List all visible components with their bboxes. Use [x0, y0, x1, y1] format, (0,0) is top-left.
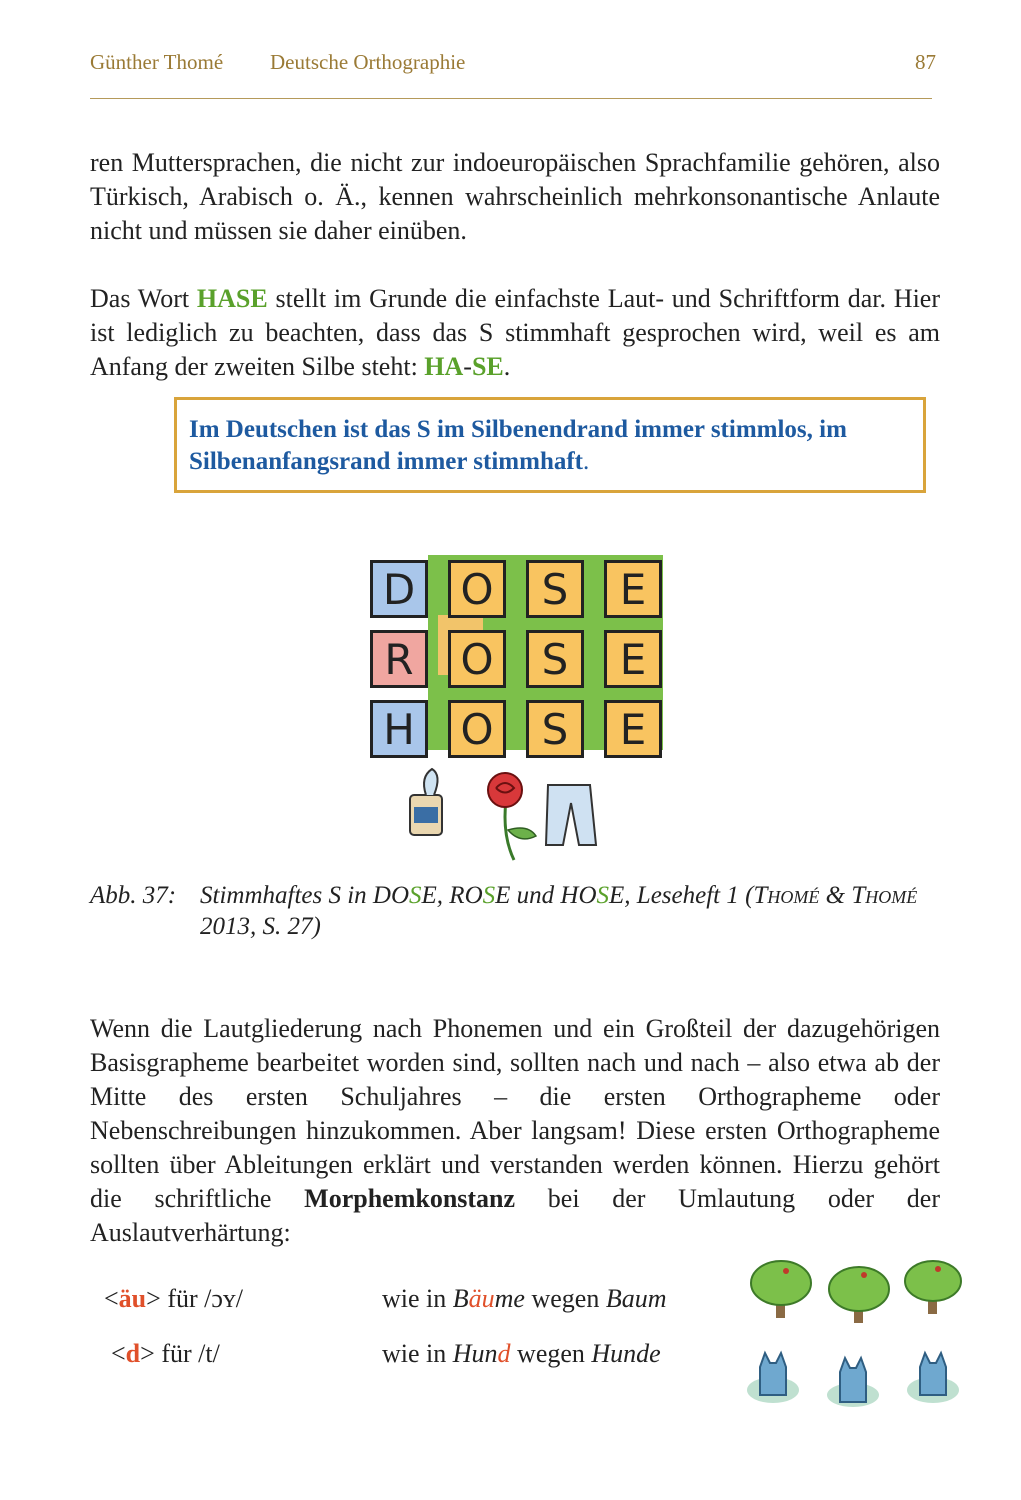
example-1-words: [382, 1282, 667, 1316]
caption-part-6: 2013, S. 27): [200, 913, 321, 940]
tree-icon: [751, 1261, 811, 1318]
caption-s-2: S: [482, 882, 496, 909]
caption-s-1: S: [409, 882, 422, 909]
bracket-open: <: [111, 1339, 126, 1368]
grapheme-d: d: [125, 1339, 141, 1368]
rose-icon: [488, 773, 536, 860]
word-baume-start: B: [452, 1284, 469, 1313]
para2-text-middle: stellt im Grunde die einfachste Laut- und Schriftform dar. Hier ist lediglich zu beachten, dass das S stimmhaft gesprochen wird, weil es am Anfang der zweiten Silbe steht:: [90, 284, 940, 381]
example-2-words: [382, 1337, 661, 1371]
tile-r1-c1: D: [370, 560, 428, 618]
caption-author-1: Thomé: [753, 882, 820, 909]
syllable-dash: -: [463, 352, 472, 381]
syllable-ha: HA: [424, 352, 464, 381]
term-morphemkonstanz: Morphemkonstanz: [304, 1184, 516, 1213]
dog-icon: [907, 1353, 959, 1403]
word-baum: Baum: [605, 1284, 667, 1313]
grapheme-au: äu: [118, 1284, 147, 1313]
header-author: Günther Thomé: [90, 50, 224, 74]
bracket-close: >: [146, 1284, 161, 1313]
word-hund-highlight: d: [497, 1339, 511, 1368]
dose-rose-hose-illustration: [358, 545, 678, 865]
paragraph-2: [90, 282, 940, 384]
caption-s-3: S: [596, 882, 610, 909]
syllable-se: SE: [471, 352, 504, 381]
bracket-open: <: [104, 1284, 119, 1313]
tile-r1-c4: E: [604, 560, 662, 618]
wie-in: wie in: [382, 1284, 453, 1313]
tile-r3-c3: S: [526, 700, 584, 758]
caption-part-3: E und HO: [495, 882, 597, 909]
word-baume-highlight: äu: [468, 1284, 495, 1313]
caption-part-2: E, RO: [421, 882, 483, 909]
dog-icon: [827, 1358, 879, 1407]
pot-icon: [410, 769, 442, 835]
dog-icon: [747, 1353, 799, 1403]
tree-icon: [829, 1267, 889, 1323]
trousers-icon: [546, 785, 596, 845]
word-hund: [453, 1339, 511, 1368]
paragraph-3: [90, 1012, 940, 1250]
caption-text: [200, 880, 940, 942]
example-2-grapheme: [111, 1337, 220, 1371]
para3-end: bei der Umlautung oder der Auslautverhärtung:: [90, 1184, 940, 1247]
wegen: wegen: [524, 1284, 606, 1313]
running-header: [90, 50, 936, 80]
tree-icon: [905, 1261, 961, 1314]
tile-r2-c4: E: [604, 630, 662, 688]
para2-text-before: Das Wort: [90, 284, 197, 313]
tile-r2-c2: O: [448, 630, 506, 688]
dogs-icon: [738, 1340, 968, 1410]
para2-text-end: .: [503, 352, 511, 381]
caption-part-1: Stimmhaftes S in DO: [200, 882, 410, 909]
tile-r3-c2: O: [448, 700, 506, 758]
tile-r1-c2: O: [448, 560, 506, 618]
trees-icon: [748, 1255, 968, 1325]
tile-r1-c3: S: [526, 560, 584, 618]
phoneme-oy: für /ɔʏ/: [160, 1284, 243, 1313]
header-rule: [90, 98, 932, 99]
paragraph-1: ren Muttersprachen, die nicht zur indoeuropäischen Sprachfamilie gehören, also Türkisch, Arabisch o. Ä., kennen wahrscheinlich mehrkonsonantische Anlaute nicht und müssen sie daher einüben.: [90, 148, 940, 245]
caption-author-2: Thomé: [851, 882, 918, 909]
word-hunde: Hunde: [591, 1339, 661, 1368]
word-baume-end: me: [494, 1284, 525, 1313]
tile-r3-c1: H: [370, 700, 428, 758]
header-book-title: Deutsche Orthographie: [270, 50, 466, 74]
bracket-close: >: [140, 1339, 155, 1368]
wie-in: wie in: [382, 1339, 453, 1368]
page-number: 87: [915, 50, 936, 74]
caption-part-4: E, Leseheft 1 (: [609, 882, 754, 909]
example-1-grapheme: [104, 1282, 243, 1316]
caption-label: Abb. 37:: [90, 882, 177, 909]
tile-r2-c1: R: [370, 630, 428, 688]
tile-r2-c3: S: [526, 630, 584, 688]
word-baume: [453, 1284, 525, 1313]
callout-text: Im Deutschen ist das S im Silbenendrand immer stimmlos, im Silbenanfangsrand immer stimmhaft: [189, 416, 847, 475]
caption-part-5: &: [819, 882, 852, 909]
phoneme-t: für /t/: [154, 1339, 220, 1368]
word-hund-start: Hun: [452, 1339, 498, 1368]
tile-r3-c4: E: [604, 700, 662, 758]
para3-text: Wenn die Lautgliederung nach Phonemen und ein Großteil der dazugehörigen Basisgrapheme bearbeitet worden sind, sollten nach und nach – also etwa ab der Mitte des ersten Schuljahres – die ersten Orthographeme oder Nebenschreibungen hinzukommen. Aber langsam! Diese ersten Orthographeme sollten über Ableitungen erklärt und verstanden werden können. Hierzu gehört die schriftliche: [90, 1014, 940, 1213]
wegen: wegen: [510, 1339, 592, 1368]
word-hase: HASE: [196, 284, 268, 313]
callout-end: .: [583, 448, 590, 475]
rule-callout-box: [174, 397, 926, 493]
